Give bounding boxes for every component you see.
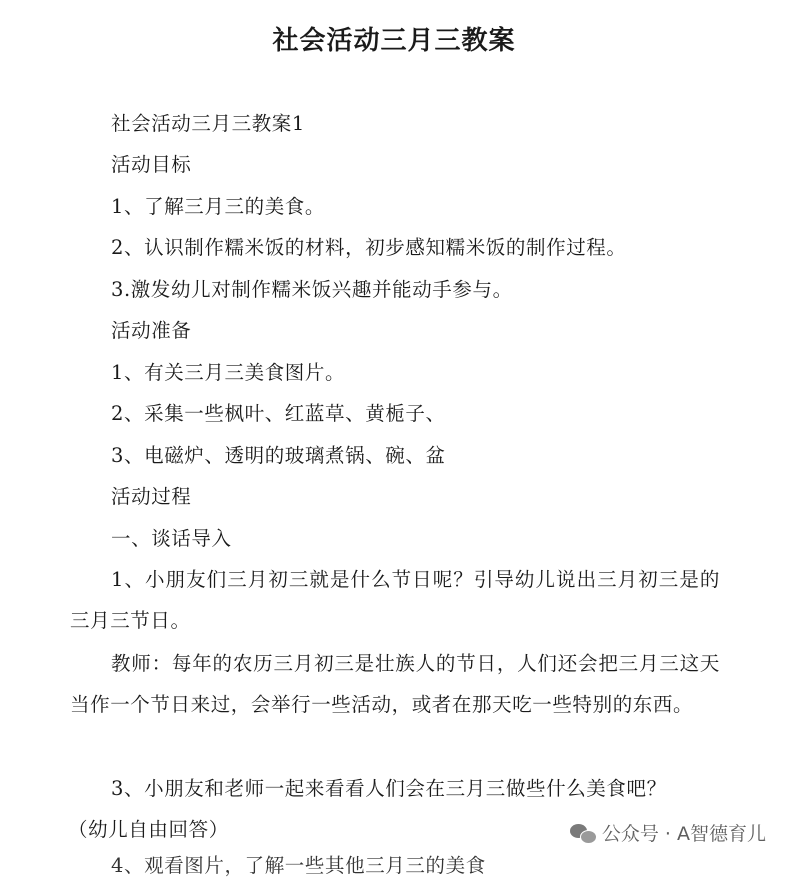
objective-item-2: 2、认识制作糯米饭的材料，初步感知糯米饭的制作过程。 [111,236,627,259]
watermark [570,819,766,846]
paragraph-look: 3、小朋友和老师一起来看看人们会在三月三做些什么美食吧？ [111,777,667,800]
wechat-icon [570,822,596,844]
paragraph-teacher: 教师：每年的农历三月初三是壮族人的节日，人们还会把三月三这天当作一个节日来过，会举行一些活动，或者在那天吃一些特别的东西。 [70,652,720,716]
watermark-text: 公众号 · A智德育儿 [601,823,766,845]
process-step-1: 一、谈话导入 [111,527,232,550]
paragraph-question: 1、小朋友们三月初三就是什么节日呢？引导幼儿说出三月初三是的三月三节日。 [70,568,720,632]
objective-item-1: 1、了解三月三的美食。 [111,195,326,218]
heading-objectives: 活动目标 [111,153,192,176]
section-heading-1: 社会活动三月三教案1 [111,112,305,135]
document-title: 社会活动三月三教案 [272,26,516,56]
answer-note: （幼儿自由回答） [68,818,229,841]
preparation-item-3: 3、电磁炉、透明的玻璃煮锅、碗、盆 [111,444,446,467]
preparation-item-2: 2、采集一些枫叶、红蓝草、黄栀子、 [111,402,446,425]
heading-preparation: 活动准备 [111,319,192,342]
preparation-item-1: 1、有关三月三美食图片。 [111,361,346,384]
objective-item-3: 3.激发幼儿对制作糯米饭兴趣并能动手参与。 [111,278,513,301]
cut-off-line: 4、观看图片，了解一些其他三月三的美食 [111,854,486,877]
heading-process: 活动过程 [111,485,192,508]
